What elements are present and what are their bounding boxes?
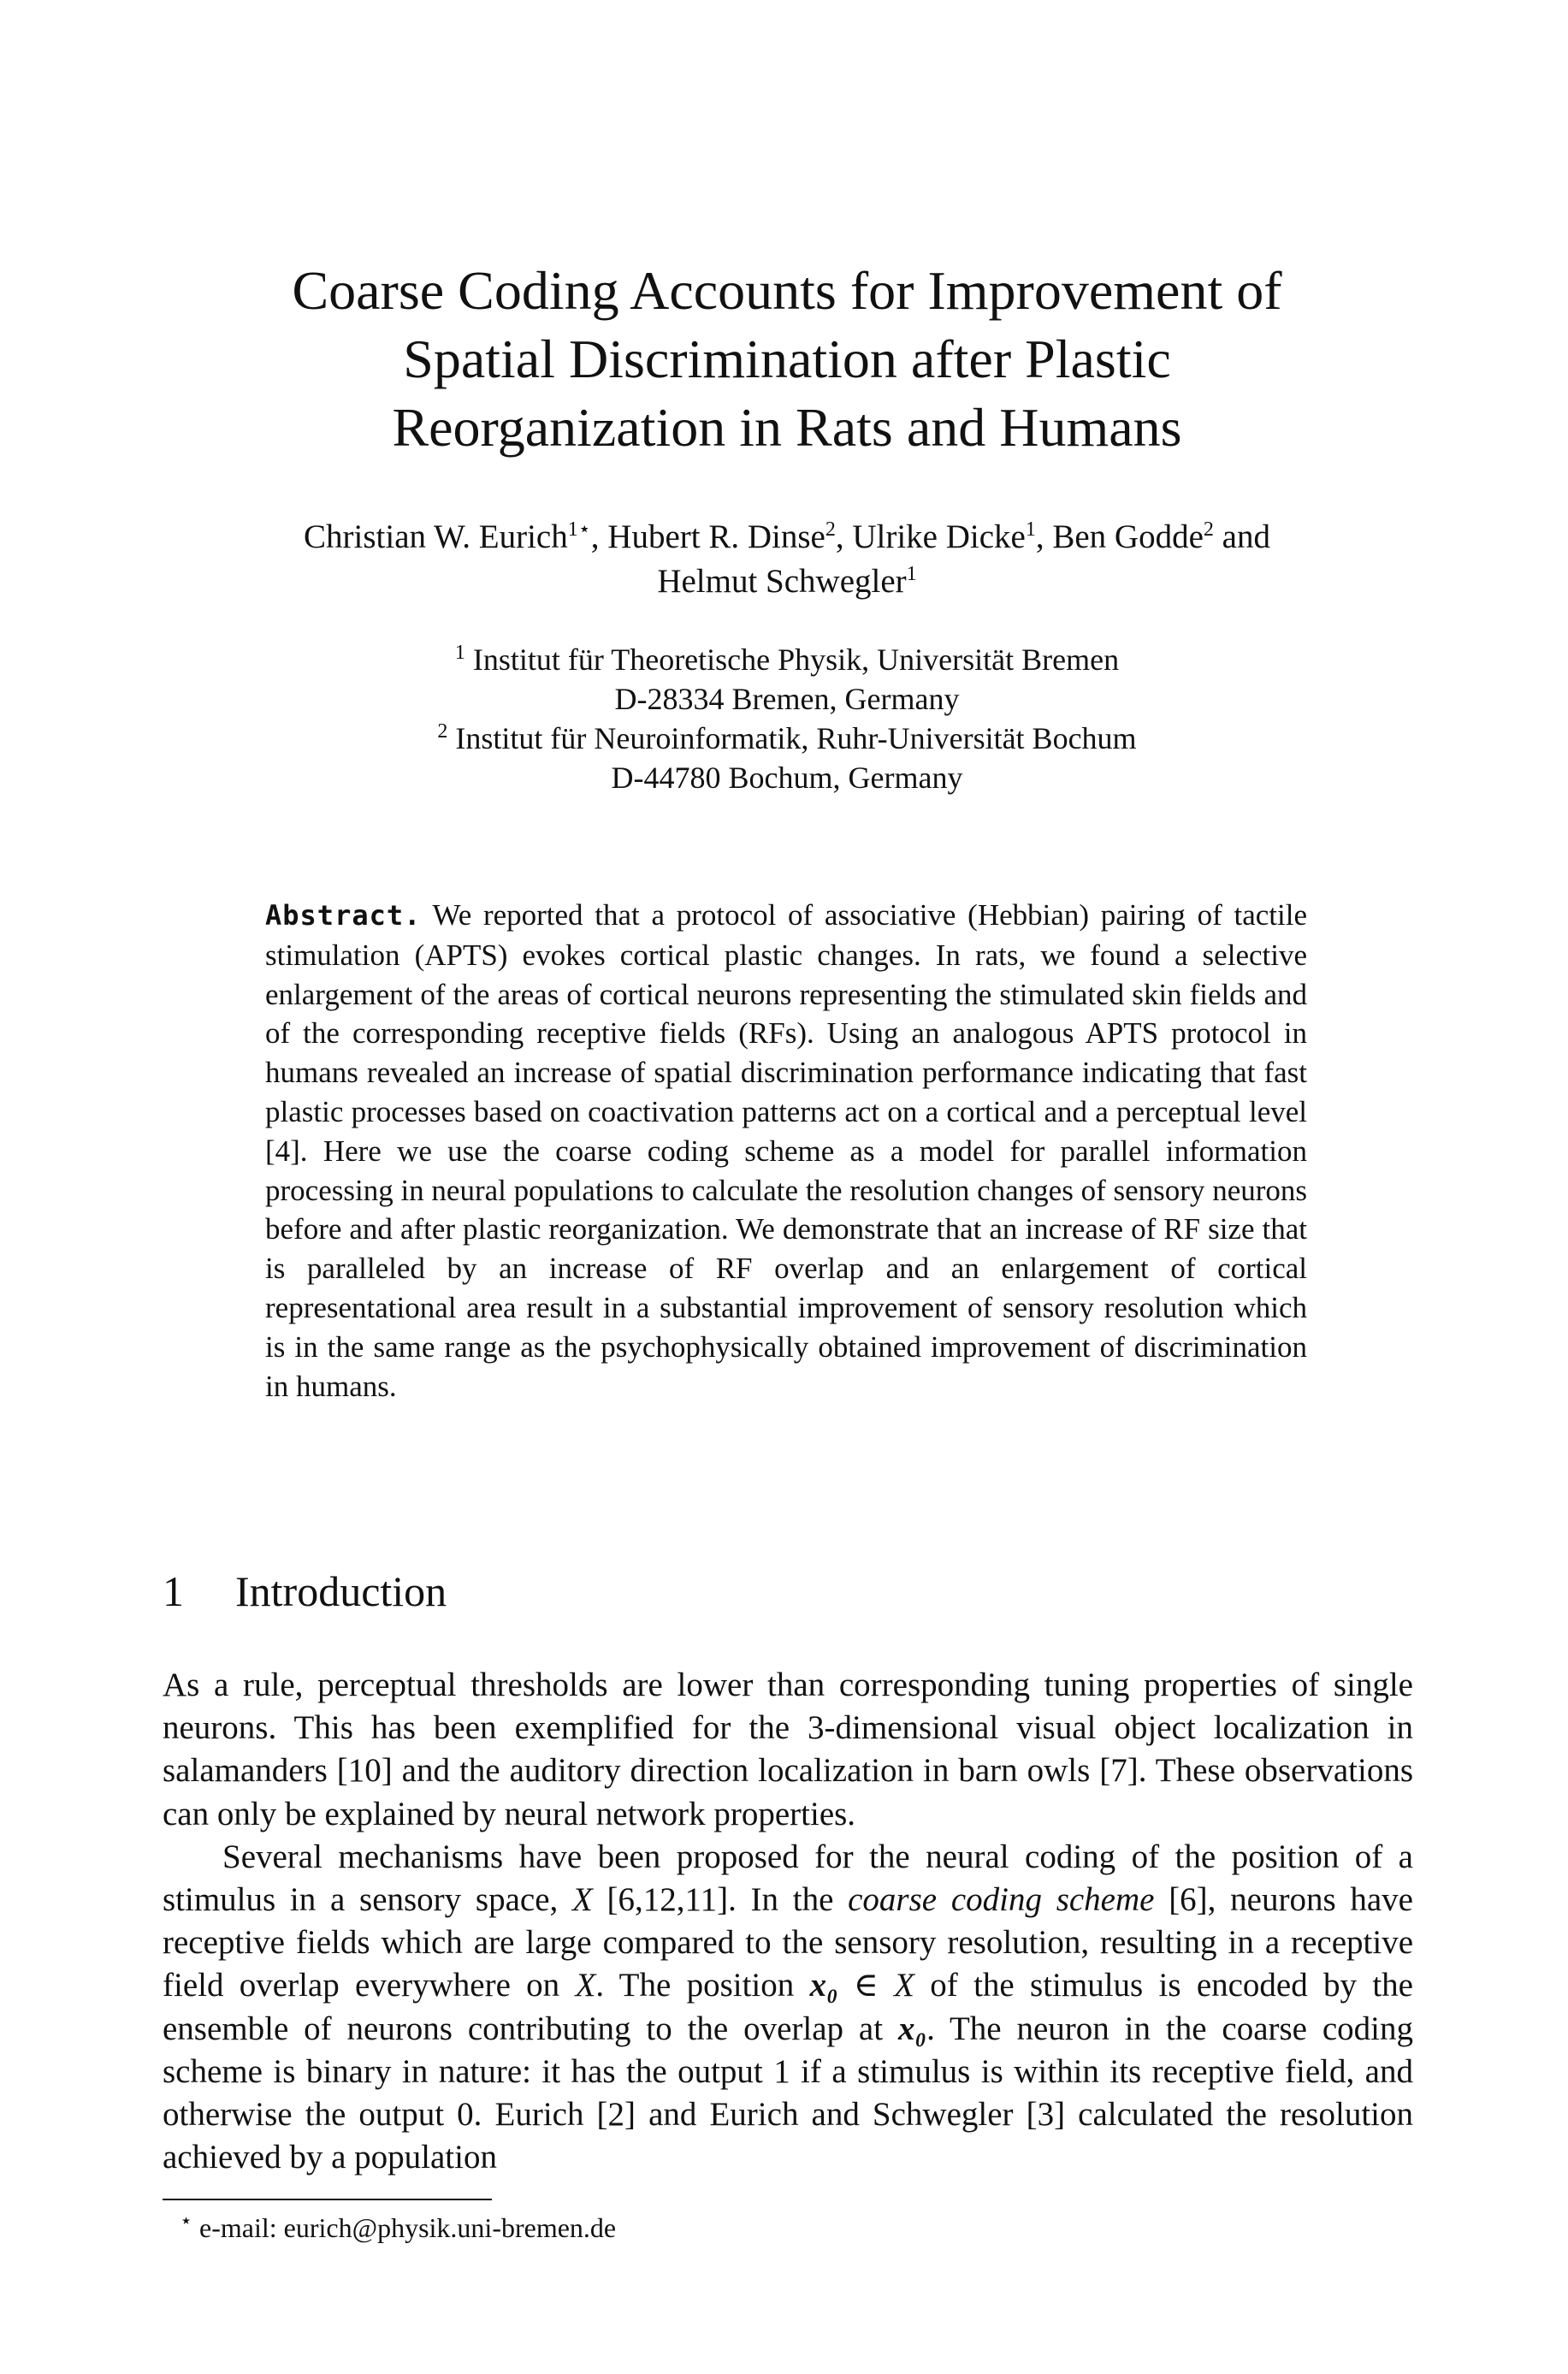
math-x0-2: x₀ — [897, 2010, 927, 2047]
author-dicke-mark: 1 — [1025, 518, 1036, 541]
math-X-2: X — [575, 1967, 596, 2004]
author-and: and — [1213, 518, 1270, 555]
author-line-2 — [171, 559, 1403, 604]
section-number: 1 — [163, 1567, 184, 1615]
title-line-1: Coarse Coding Accounts for Improvement of — [292, 260, 1282, 321]
coarse-coding-term: coarse coding scheme — [848, 1881, 1155, 1919]
affiliation-1-address: D-28334 Bremen, Germany — [614, 682, 960, 716]
abstract — [265, 896, 1307, 1406]
section-title: Introduction — [235, 1567, 447, 1615]
footnote-rule — [163, 2199, 492, 2200]
intro-paragraph-2 — [163, 1836, 1413, 2180]
author-dinse-mark: 2 — [825, 518, 836, 541]
author-dicke: , Ulrike Dicke — [835, 518, 1026, 555]
title-line-2: Spatial Discrimination after Plastic — [403, 329, 1171, 389]
affiliation-1-institute: Institut für Theoretische Physik, Universität Bremen — [472, 642, 1120, 677]
affiliation-2-address: D-44780 Bochum, Germany — [611, 761, 963, 795]
p2-seg-c: [6], neurons have receptive fields which are large compared to the sensory resolution, resulting in a receptive field overlap everywhere on — [163, 1881, 1413, 2004]
footnote — [180, 2209, 616, 2247]
introduction-body — [163, 1664, 1413, 2179]
author-eurich-mark: 1⋆ — [567, 518, 591, 541]
affiliation-2 — [257, 719, 1317, 758]
author-eurich: Christian W. Eurich — [304, 518, 568, 555]
author-schwegler: Helmut Schwegler — [657, 563, 907, 600]
affiliation-1 — [257, 640, 1317, 679]
affiliation-2-institute: Institut für Neuroinformatik, Ruhr-Universität Bochum — [455, 721, 1137, 755]
math-x0-1: x₀ — [809, 1967, 838, 2004]
math-X-3: X — [894, 1967, 914, 2004]
math-X-1: X — [571, 1881, 593, 1919]
title-line-3: Reorganization in Rats and Humans — [392, 397, 1182, 458]
author-schwegler-mark: 1 — [906, 563, 917, 585]
p2-seg-a: Several mechanisms have been proposed for the neural coding of the position of a stimulus in a sensory space, — [163, 1838, 1413, 1919]
p2-seg-d: . The position — [595, 1967, 810, 2004]
author-line-1 — [171, 515, 1403, 559]
p2-seg-g: . The neuron in the coarse coding scheme is binary in nature: it has the output 1 if a stimulus is within its receptive field, and otherwise the output 0. Eurich [2] and Eurich and Schwegler [3] calculated the resolution achieved by a population — [163, 2010, 1414, 2176]
author-godde-mark: 2 — [1203, 518, 1214, 541]
abstract-label: Abstract. — [265, 899, 422, 932]
p2-seg-e: ∈ — [837, 1967, 895, 2004]
footnote-mark: ⋆ — [180, 2210, 193, 2233]
affiliations — [257, 640, 1317, 797]
author-list — [171, 515, 1403, 604]
p2-seg-f: of the stimulus is encoded by the ensemble of neurons contributing to the overlap at — [163, 1967, 1413, 2047]
author-godde: , Ben Godde — [1035, 518, 1204, 555]
author-dinse: , Hubert R. Dinse — [590, 518, 825, 555]
affiliation-1-mark: 1 — [454, 642, 465, 664]
intro-paragraph-1: As a rule, perceptual thresholds are lower than corresponding tuning properties of single neurons. This has been exemplified for the 3-dimensional visual object localization in salamanders [10] and the auditory direction localization in barn owls [7]. These observations can only be explained by neural network properties. — [163, 1667, 1413, 1832]
paper-title — [171, 257, 1403, 462]
affiliation-2-mark: 2 — [437, 720, 448, 743]
abstract-text: We reported that a protocol of associative (Hebbian) pairing of tactile stimulation (APTS) evokes cortical plastic changes. In rats, we found a selective enlargement of the areas of cortical neurons representing the stimulated skin fields and of the corresponding receptive fields (RFs). Using an analogous APTS protocol in humans revealed an increase of spatial discrimination performance indicating that fast plastic processes based on coactivation patterns act on a cortical and a perceptual level [4]. Here we use the coarse coding scheme as a model for parallel information processing in neural populations to calculate the resolution changes of sensory neurons before and after plastic reorganization. We demonstrate that an increase of RF size that is paralleled by an increase of RF overlap and an enlargement of cortical representational area result in a substantial improvement of sensory resolution which is in the same range as the psychophysically obtained improvement of discrimination in humans. — [265, 898, 1307, 1403]
section-heading-introduction — [163, 1566, 447, 1617]
footnote-email: e-mail: eurich@physik.uni-bremen.de — [192, 2212, 617, 2243]
p2-seg-b: [6,12,11]. In the — [592, 1881, 849, 1919]
